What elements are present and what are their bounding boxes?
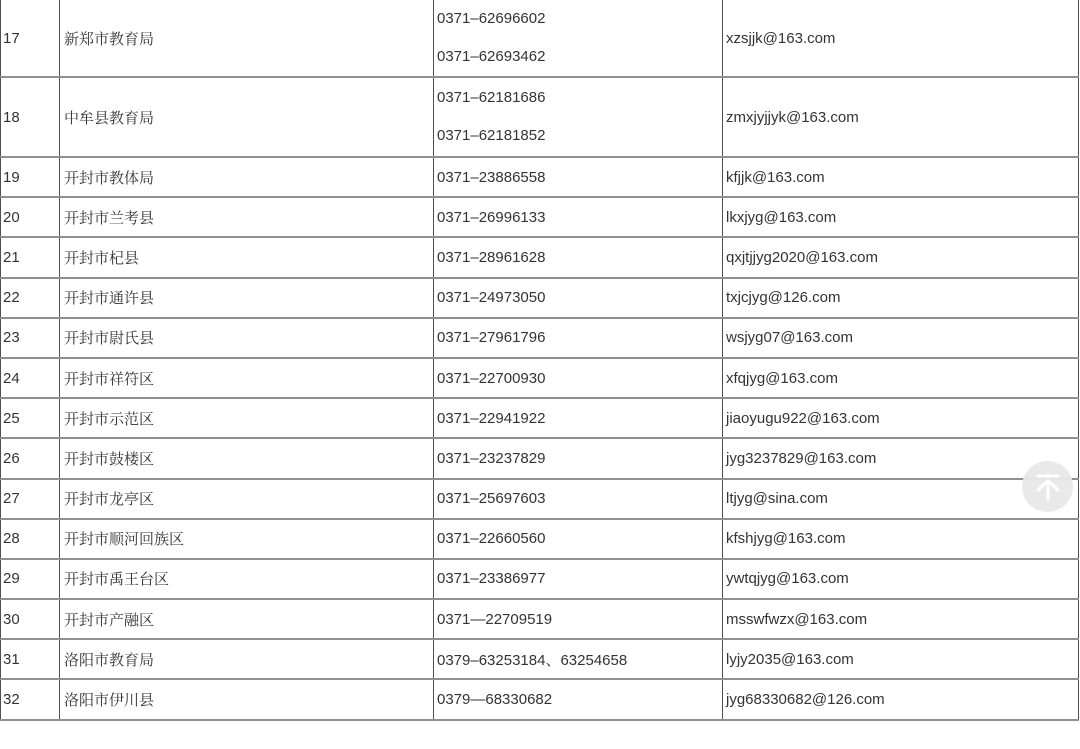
row-number-cell: 26: [1, 438, 60, 478]
back-to-top-button[interactable]: [1022, 461, 1073, 512]
phone-number: 0371–28961628: [437, 248, 546, 266]
table-row: [1, 559, 1079, 599]
bureau-name-cell: 开封市兰考县: [60, 197, 434, 237]
phone-cell: [434, 599, 723, 639]
row-number-cell: 22: [1, 278, 60, 318]
email-cell: lkxjyg@163.com: [723, 197, 1079, 237]
phone-number: 0371—22709519: [437, 610, 553, 628]
phone-number: 0371–25697603: [437, 490, 546, 508]
phone-number: 0371–62181686: [437, 89, 546, 106]
phone-number: 0371–62696602: [437, 10, 546, 27]
bureau-name-cell: 新郑市教育局: [60, 0, 434, 77]
bureau-name-cell: 中牟县教育局: [60, 77, 434, 157]
row-number-cell: 27: [1, 479, 60, 519]
email-cell: txjcjyg@126.com: [723, 278, 1079, 318]
row-number-cell: 23: [1, 318, 60, 358]
phone-number: 0371–22700930: [437, 369, 546, 387]
email-cell: qxjtjjyg2020@163.com: [723, 237, 1079, 277]
phone-cell: [434, 197, 723, 237]
arrow-up-to-line-icon: [1033, 471, 1063, 503]
phone-cell: [434, 559, 723, 599]
table-row: [1, 0, 1079, 77]
row-number-cell: 28: [1, 519, 60, 559]
table-row: [1, 157, 1079, 197]
bureau-name-cell: 开封市鼓楼区: [60, 438, 434, 478]
phone-cell: [434, 77, 723, 157]
phone-cell: [434, 237, 723, 277]
email-cell: ywtqjyg@163.com: [723, 559, 1079, 599]
phone-number: 0371–62181852: [437, 127, 546, 144]
phone-cell: [434, 519, 723, 559]
phone-cell: [434, 318, 723, 358]
table-row: [1, 197, 1079, 237]
phone-cell: [434, 679, 723, 719]
email-cell: lyjy2035@163.com: [723, 639, 1079, 679]
email-cell: jiaoyugu922@163.com: [723, 398, 1079, 438]
phone-cell: [434, 157, 723, 197]
row-number-cell: 20: [1, 197, 60, 237]
email-cell: xzsjjk@163.com: [723, 0, 1079, 77]
phone-number: 0371–23237829: [437, 449, 546, 467]
row-number-cell: 21: [1, 237, 60, 277]
phone-number: 0371–27961796: [437, 329, 546, 347]
row-number-cell: 29: [1, 559, 60, 599]
table-row: [1, 519, 1079, 559]
bureau-name-cell: 开封市示范区: [60, 398, 434, 438]
row-number-cell: 30: [1, 599, 60, 639]
row-number-cell: 32: [1, 679, 60, 719]
bureau-name-cell: 开封市尉氏县: [60, 318, 434, 358]
bureau-name-cell: 开封市顺河回族区: [60, 519, 434, 559]
bureau-name-cell: 开封市杞县: [60, 237, 434, 277]
phone-cell: [434, 358, 723, 398]
phone-number: 0371–22660560: [437, 530, 546, 548]
table-body: [1, 0, 1079, 720]
row-number-cell: 31: [1, 639, 60, 679]
bureau-name-cell: 开封市禹王台区: [60, 559, 434, 599]
phone-cell: [434, 479, 723, 519]
table-row: [1, 278, 1079, 318]
phone-number: 0379—68330682: [437, 691, 553, 709]
row-number-cell: 17: [1, 0, 60, 77]
table-row: [1, 77, 1079, 157]
phone-number: 0371–62693462: [437, 48, 546, 65]
table-row: [1, 237, 1079, 277]
email-cell: msswfwzx@163.com: [723, 599, 1079, 639]
phone-number: 0371–23386977: [437, 570, 546, 588]
email-cell: wsjyg07@163.com: [723, 318, 1079, 358]
table-row: [1, 398, 1079, 438]
table-row: [1, 318, 1079, 358]
phone-cell: [434, 398, 723, 438]
table-row: [1, 679, 1079, 719]
bureau-name-cell: 开封市龙亭区: [60, 479, 434, 519]
email-cell: jyg68330682@126.com: [723, 679, 1079, 719]
phone-cell: [434, 0, 723, 77]
phone-cell: [434, 278, 723, 318]
row-number-cell: 18: [1, 77, 60, 157]
table-row: [1, 599, 1079, 639]
email-cell: zmxjyjjyk@163.com: [723, 77, 1079, 157]
bureau-name-cell: 开封市通许县: [60, 278, 434, 318]
phone-number: 0371–26996133: [437, 208, 546, 226]
table-row: [1, 479, 1079, 519]
phone-cell: [434, 438, 723, 478]
phone-cell: [434, 639, 723, 679]
phone-number: 0371–24973050: [437, 289, 546, 307]
table-row: [1, 438, 1079, 478]
bureau-name-cell: 开封市祥符区: [60, 358, 434, 398]
phone-number: 0379–63253184、63254658: [437, 651, 628, 669]
bureau-name-cell: 开封市教体局: [60, 157, 434, 197]
table-row: [1, 639, 1079, 679]
bureau-name-cell: 洛阳市教育局: [60, 639, 434, 679]
bureau-name-cell: 洛阳市伊川县: [60, 679, 434, 719]
row-number-cell: 25: [1, 398, 60, 438]
email-cell: ltjyg@sina.com: [723, 479, 1079, 519]
phone-number: 0371–22941922: [437, 409, 546, 427]
row-number-cell: 24: [1, 358, 60, 398]
email-cell: kfjjk@163.com: [723, 157, 1079, 197]
bureau-name-cell: 开封市产融区: [60, 599, 434, 639]
row-number-cell: 19: [1, 157, 60, 197]
email-cell: jyg3237829@163.com: [723, 438, 1079, 478]
email-cell: kfshjyg@163.com: [723, 519, 1079, 559]
phone-number: 0371–23886558: [437, 168, 546, 186]
table-row: [1, 358, 1079, 398]
email-cell: xfqjyg@163.com: [723, 358, 1079, 398]
